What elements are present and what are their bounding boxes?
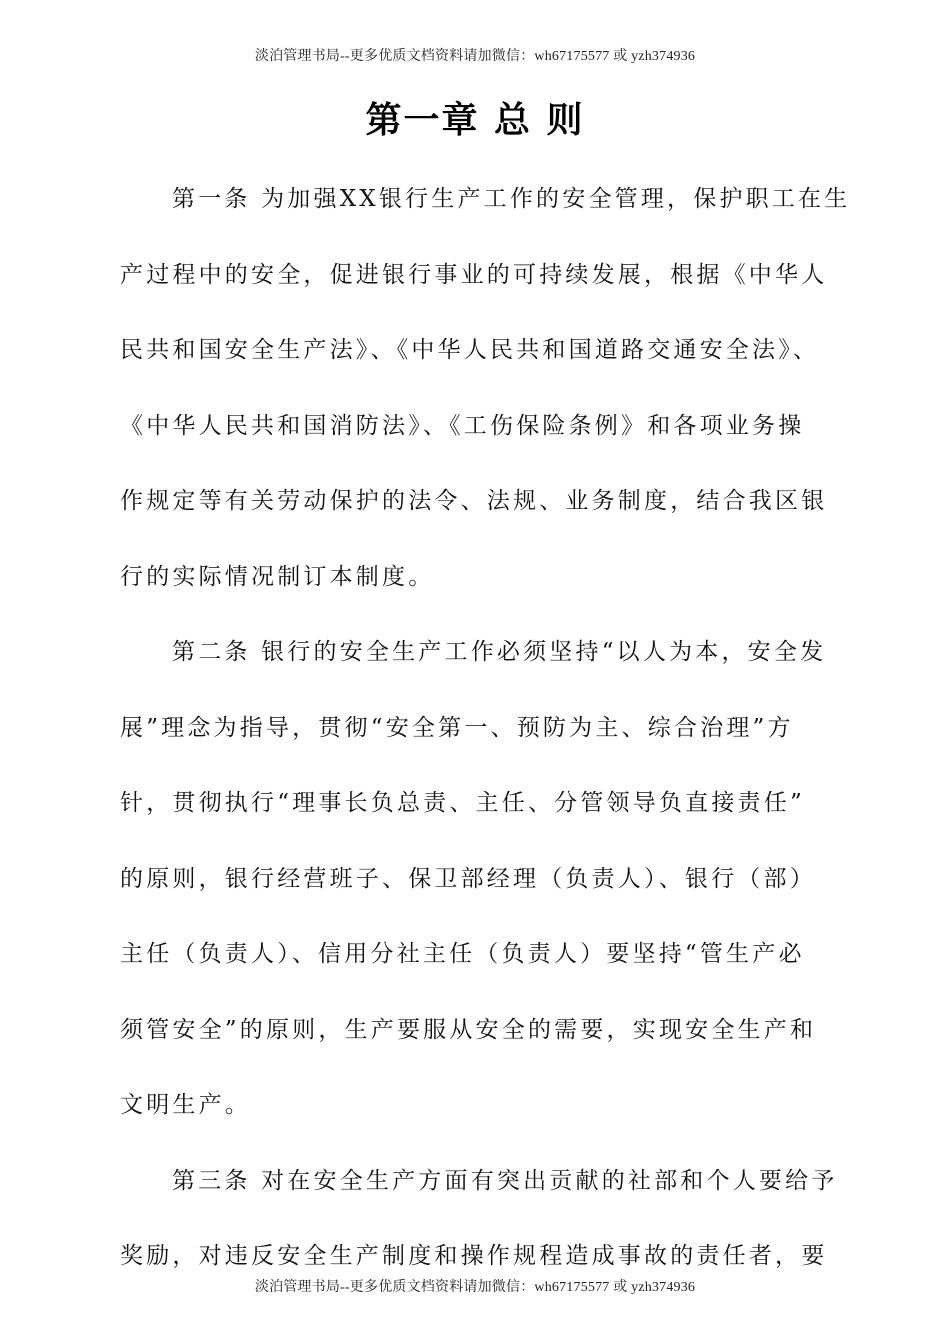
body-line: 主任（负责人）、信用分社主任（负责人）要坚持“管生产必 [120, 941, 805, 967]
body-line: 奖励，对违反安全生产制度和操作规程造成事故的责任者，要 [120, 1243, 828, 1269]
body-line: 文明生产。 [120, 1092, 251, 1118]
body-line: 的原则，银行经营班子、保卫部经理（负责人）、银行（部） [120, 865, 816, 892]
body-line: 第一条 为加强XX银行生产工作的安全管理，保护职工在生 [172, 186, 851, 212]
page-footer: 淡泊管理书局--更多优质文档资料请加微信：wh67175577 或 yzh374936 [254, 1280, 696, 1295]
body-line: 《中华人民共和国消防法》、《工伤保险条例》和各项业务操 [120, 412, 805, 439]
chapter-title: 第一章 总 则 [365, 100, 585, 141]
body-line: 作规定等有关劳动保护的法令、法规、业务制度，结合我区银 [120, 488, 828, 514]
body-line: 第二条 银行的安全生产工作必须坚持“以人为本，安全发 [172, 639, 827, 665]
body-line: 第三条 对在安全生产方面有突出贡献的社部和个人要给予 [172, 1167, 838, 1194]
document-body [120, 174, 851, 1307]
page-header: 淡泊管理书局--更多优质文档资料请加微信：wh67175577 或 yzh374936 [254, 49, 696, 64]
body-line: 行的实际情况制订本制度。 [120, 563, 435, 590]
body-line: 展”理念为指导，贯彻“安全第一、预防为主、综合治理”方 [120, 714, 794, 741]
body-line: 针，贯彻执行“理事长负总责、主任、分管领导负直接责任” [120, 790, 805, 816]
body-line: 须管安全”的原则，生产要服从安全的需要，实现安全生产和 [120, 1016, 817, 1043]
body-line: 民共和国安全生产法》、《中华人民共和国道路交通安全法》、 [120, 337, 820, 363]
body-line: 产过程中的安全，促进银行事业的可持续发展，根据《中华人 [120, 261, 828, 288]
